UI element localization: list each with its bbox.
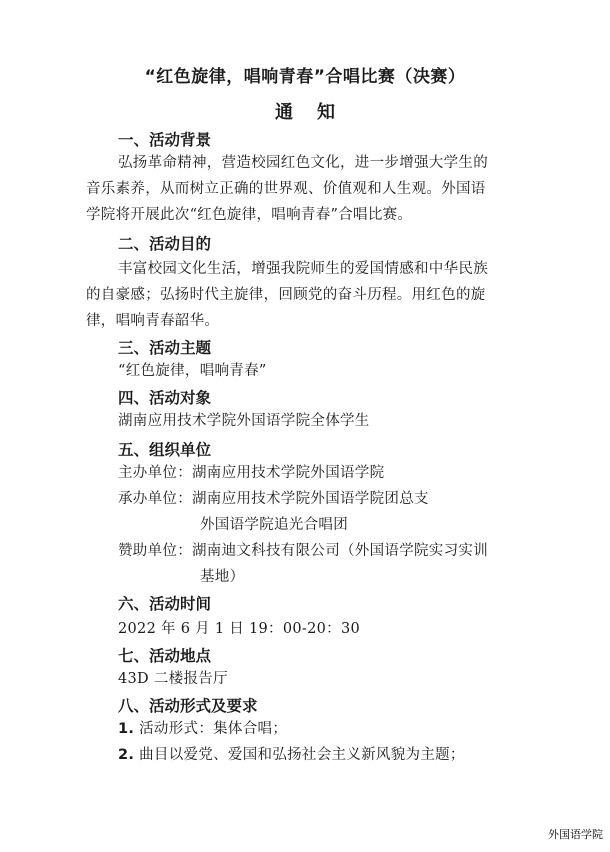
paragraph-line: 弘扬革命精神，营造校园红色文化，进一步增强大学生的 [118,155,488,171]
organizer-host: 主办单位：湖南应用技术学院外国语学院 [118,465,385,481]
subtitle-char-2: 知 [317,102,335,123]
list-item [118,716,287,742]
event-location: 43D 二楼报告厅 [118,671,228,687]
footer-watermark: 外国语学院 [548,828,603,841]
section-heading-format: 八、活动形式及要求 [118,697,258,715]
organizer-sponsor: 赞助单位：湖南迪文科技有限公司（外国语学院实习实训 [118,543,488,559]
organizer-undertaker: 承办单位：湖南应用技术学院外国语学院团总支 [118,491,429,507]
list-item-number: 2. [118,747,135,763]
paragraph-line: 律，唱响青春韶华。 [86,313,220,329]
organizer-sponsor-cont: 基地） [200,569,245,585]
paragraph-line: 的自豪感；弘扬时代主旋律，回顾党的奋斗历程。用红色的旋 [86,287,486,303]
section-heading-time: 六、活动时间 [118,595,212,613]
section-heading-background: 一、活动背景 [118,131,212,149]
document-title: “红色旋律，唱响青春”合唱比赛（决赛） [144,67,466,87]
organizer-undertaker-2: 外国语学院追光合唱团 [200,517,348,533]
paragraph-line: 音乐素养，从而树立正确的世界观、价值观和人生观。外国语 [86,181,486,197]
section-heading-theme: 三、活动主题 [118,339,212,357]
list-item [118,742,465,768]
paragraph-line: 学院将开展此次“红色旋律，唱响青春”合唱比赛。 [86,207,413,223]
list-item-text: 活动形式：集体合唱； [139,721,288,737]
section-heading-purpose: 二、活动目的 [118,235,212,253]
section-heading-location: 七、活动地点 [118,647,212,665]
paragraph-line: 丰富校园文化生活，增强我院师生的爱国情感和中华民族 [118,261,488,277]
subtitle-char-1: 通 [275,102,293,123]
section-heading-audience: 四、活动对象 [118,389,212,407]
list-item-text: 曲目以爱党、爱国和弘扬社会主义新风貌为主题； [139,747,465,763]
list-item-number: 1. [118,721,135,737]
audience-text: 湖南应用技术学院外国语学院全体学生 [118,413,370,429]
event-time: 2022 年 6 月 1 日 19：00-20：30 [118,621,361,637]
theme-text: “红色旋律，唱响青春” [118,363,267,379]
document-subtitle [0,98,610,124]
section-heading-organizers: 五、组织单位 [118,441,212,459]
